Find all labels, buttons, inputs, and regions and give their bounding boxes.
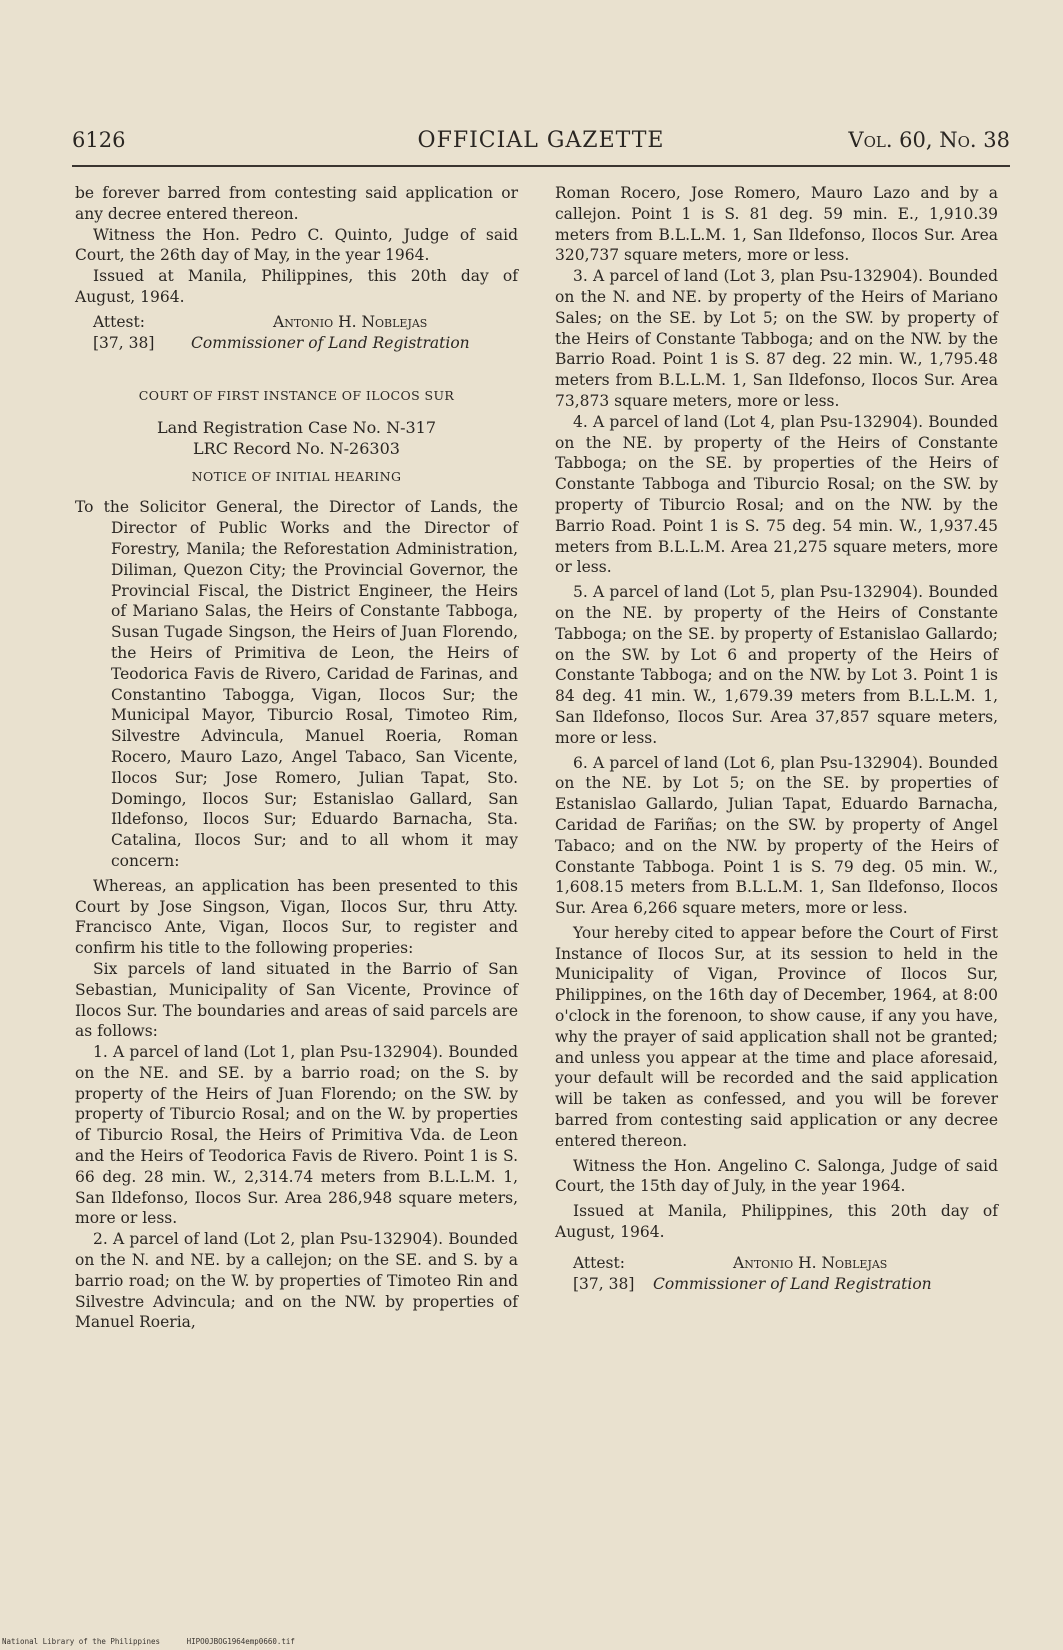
parcel-description: 4. A parcel of land (Lot 4, plan Psu-132904). Bounded on the NE. by property of the Heirs of Constante Tabboga; on the SE. by properties of the Heirs of Constante Tabboga and Tiburcio Rosal; on the SW. by property of Tiburcio Rosal; and on the NW. by the Barrio Road. Point 1 is S. 75 deg. 54 min. W., 1,937.45 meters from B.L.L.M. Area 21,275 square meters, more or less. [555, 412, 998, 577]
parcel-description: 2. A parcel of land (Lot 2, plan Psu-132904). Bounded on the N. and NE. by a callejon; on the SE. and S. by a barrio road; on the W. by properties of Timoteo Rin and Silvestre Advincula; and on the NW. by properties of Manuel Roeria, [75, 1230, 518, 1332]
parcel-description: 6. A parcel of land (Lot 6, plan Psu-132904). Bounded on the NE. by Lot 5; on the SE. by properties of Estanislao Gallardo, Julian Tapat, Eduardo Barnacha, Caridad de Fariñas; on the SW. by property of Angel Tabaco; and on the NW. by property of the Heirs of Constante Tabboga. Point 1 is S. 79 deg. 05 min. W., 1,608.15 meters from B.L.L.M. 1, San Ildefonso, Ilocos Sur. Area 6,266 square meters, more or less. [555, 753, 998, 918]
attest-label: Attest: [573, 1253, 625, 1272]
attest-name: Antonio H. Noblejas [273, 312, 428, 331]
parcel-description: 3. A parcel of land (Lot 3, plan Psu-132904). Bounded on the N. and NE. by property of the Heirs of Mariano Sales; on the SE. by Lot 5; on the SW. by property of the Heirs of Constante Tabboga; and on the NW. by the Barrio Road. Point 1 is S. 87 deg. 22 min. W., 1,795.48 meters from B.L.L.M. 1, San Ildefonso, Ilocos Sur. Area 73,873 square meters, more or less. [555, 267, 998, 410]
parcel-description: Roman Rocero, Jose Romero, Mauro Lazo and by a callejon. Point 1 is S. 81 deg. 59 min. E., 1,910.39 meters from B.L.L.M. 1, San Ildefonso, Ilocos Sur. Area 320,737 square meters, more or less. [555, 184, 998, 265]
attest-title: Commissioner of Land Registration [653, 1274, 932, 1293]
parcel-description: 5. A parcel of land (Lot 5, plan Psu-132904). Bounded on the NE. by property of the Heirs of Constante Tabboga; on the SE. by property of Estanislao Gallardo; on the SW. by Lot 6 and property of the Heirs of Constante Tabboga; and on the NW. by Lot 3. Point 1 is 84 deg. 41 min. W., 1,679.39 meters from B.L.L.M. 1, San Ildefonso, Ilocos Sur. Area 37,857 square meters, more or less. [555, 583, 998, 747]
paragraph: be forever barred from contesting said application or any decree entered thereon. [75, 184, 518, 223]
paragraph: Issued at Manila, Philippines, this 20th day of August, 1964. [555, 1202, 998, 1242]
attest-name: Antonio H. Noblejas [733, 1253, 888, 1272]
attest-title: Commissioner of Land Registration [191, 333, 470, 352]
paragraph: Witness the Hon. Pedro C. Quinto, Judge of said Court, the 26th day of May, in the year 1964. [75, 225, 518, 265]
lrc-record: LRC Record No. N-26303 [193, 438, 400, 458]
addressees: To the Solicitor General, the Director of Lands, the Director of Public Works and the Director of Forestry, Manila; the Reforestation Administration, Diliman, Quezon City; the Provincial Governor, the Provincial Fiscal, the District Engineer, the Heirs of Mariano Salas, the Heirs of Constante Tabboga, Susan Tugade Singson, the Heirs of Juan Florendo, the Heirs of Primitiva de Leon, the Heirs of Teodorica Favis de Rivero, Caridad de Farinas, and Constantino Tabogga, Vigan, Ilocos Sur; the Municipal Mayor, Tiburcio Rosal, Timoteo Rim, Silvestre Advincula, Manuel Roeria, Roman Rocero, Mauro Lazo, Angel Tabaco, San Vicente, Ilocos Sur; Jose Romero, Julian Tapat, Sto. Domingo, Ilocos Sur; Estanislao Gallard, San Ildefonso, Ilocos Sur; Eduardo Barnacha, Sta. Catalina, Ilocos Sur; and to all whom it may concern: [75, 498, 518, 870]
paragraph: Issued at Manila, Philippines, this 20th day of August, 1964. [75, 267, 518, 306]
file-name: HIPO0JBOG1964emp0660.tif [186, 1637, 295, 1646]
notice-heading: NOTICE OF INITIAL HEARING [191, 468, 402, 484]
attest-label: Attest: [93, 312, 145, 331]
case-number: Land Registration Case No. N-317 [156, 417, 437, 437]
right-column [555, 183, 998, 1295]
publication-title: OFFICIAL GAZETTE [417, 128, 665, 153]
left-column [75, 183, 518, 1333]
parcel-description: 1. A parcel of land (Lot 1, plan Psu-132904). Bounded on the NE. and SE. by a barrio road; on the S. by property of the Heirs of Juan Florendo; on the SW. by property of Tiburcio Rosal; and on the W. by properties of Tiburcio Rosal, the Heirs of Primitiva Vda. de Leon and the Heirs of Teodorica Favis de Rivero. Point 1 is S. 66 deg. 28 min. W., 2,314.74 meters from B.L.L.M. 1, San Ildefonso, Ilocos Sur. Area 286,948 square meters, more or less. [75, 1043, 518, 1228]
attestation-block [75, 312, 518, 354]
volume-number: Vol. 60, No. 38 [848, 128, 1010, 152]
court-heading: COURT OF FIRST INSTANCE OF ILOCOS SUR [138, 387, 455, 403]
page-number: 6126 [72, 128, 126, 152]
library-credit: National Library of the Philippines [2, 1637, 161, 1646]
paragraph: Witness the Hon. Angelino C. Salonga, Judge of said Court, the 15th day of July, in the year 1964. [555, 1156, 998, 1196]
scan-footer [2, 1637, 317, 1646]
attestation-block [555, 1253, 998, 1295]
paragraph: Your hereby cited to appear before the Court of First Instance of Ilocos Sur, at its session to held in the Municipality of Vigan, Province of Ilocos Sur, Philippines, on the 16th day of December, 1964, at 8:00 o'clock in the forenoon, to show cause, if any you have, why the prayer of said application shall not be granted; and unless you appear at the time and place aforesaid, your default will be recorded and the said application will be taken as confessed, and you will be forever barred from contesting said application or any decree entered thereon. [555, 923, 998, 1150]
attest-reference: [37, 38] [93, 333, 155, 352]
page-header [72, 128, 1010, 162]
header-rule [72, 165, 1010, 167]
attest-reference: [37, 38] [573, 1274, 635, 1293]
paragraph: Six parcels of land situated in the Barrio of San Sebastian, Municipality of San Vicente, Province of Ilocos Sur. The boundaries and areas of said parcels are as follows: [75, 959, 518, 1041]
paragraph: Whereas, an application has been presented to this Court by Jose Singson, Vigan, Ilocos Sur, thru Atty. Francisco Ante, Vigan, Ilocos Sur, to register and confirm his title to the following properies: [75, 876, 518, 958]
